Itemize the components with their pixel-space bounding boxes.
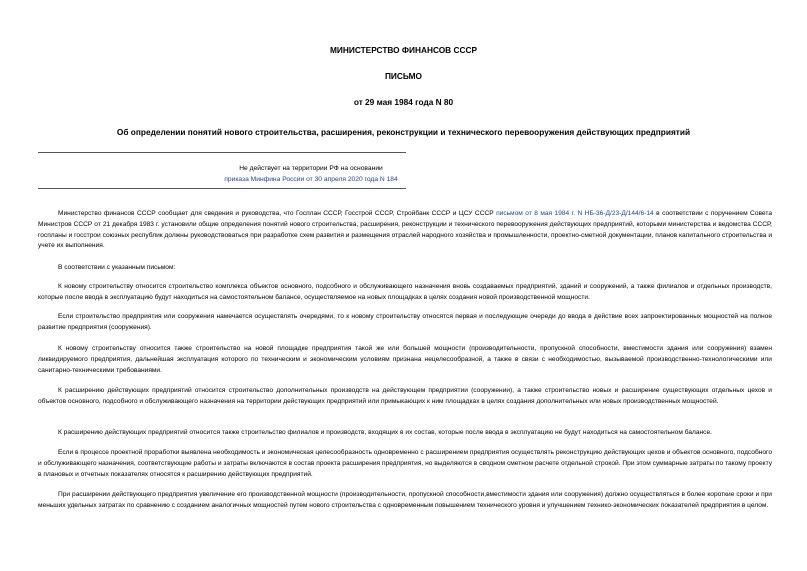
document-date-number: от 29 мая 1984 года N 80 (353, 97, 454, 107)
paragraph-2 (38, 263, 772, 274)
paragraph-3-text: К новому строительству относится строительство комплекса объектов основного, подсобного и обслуживающего назначения вновь создаваемых предприятий, зданий и сооружений, а также филиалов и отдельных производств, которые после ввода в эксплуатацию будут находиться на самостоятельном балансе, осуществляемое на новых площадках в целях создания новой производственной мощности. (38, 283, 772, 301)
paragraph-5-text: К новому строительству относится также строительство на новой площадке предприятия такой же или большей мощности (производительности, пропускной способности, вместимости здания или сооружения) взамен ликвидируемого предприятия, дальнейшая эксплуатация которого по техническим и экономическим условиям признана нецелесообразной, а также в связи с необходимостью, вызываемой производственно-технологическими или санитарно-техническими требованиями. (38, 345, 772, 374)
paragraph-9 (38, 490, 772, 512)
document-title: Об определении понятий нового строительства, расширения, реконструкции и технического перевооружения действующих предприятий (116, 127, 691, 137)
paragraph-3 (38, 282, 772, 304)
notice-text: Не действует на территории РФ на основании (239, 165, 383, 172)
paragraph-1 (38, 209, 772, 252)
paragraph-6 (38, 386, 772, 408)
paragraph-4 (38, 312, 772, 334)
ministry-heading: МИНИСТЕРСТВО ФИНАНСОВ СССР (329, 45, 477, 55)
divider-top (38, 152, 406, 153)
notice-link-wrapper (38, 175, 584, 185)
paragraph-8 (38, 448, 772, 480)
letter-link[interactable]: письмом от 8 мая 1984 г. N НБ-36-Д/23-Д/144/6-14 (496, 210, 654, 217)
paragraph-7 (38, 428, 772, 439)
paragraph-5 (38, 344, 772, 376)
paragraph-2-text: В соответствии с указанным письмом: (58, 264, 176, 271)
paragraph-8-text: Если в процессе проектной проработки выявлена необходимость и экономическая целесообразность одновременно с расширением предприятия осуществлять реконструкцию действующих цехов и объектов основного, подсобного и обслуживающего назначения, соответствующие работы и затраты включаются в состав проекта расширения предприятия, но выделяются в сводном сметном расчете отдельной строкой. При этом суммарные затраты по такому проекту в плановых и отчетных показателях относятся к расширению действующих предприятий. (38, 449, 772, 478)
paragraph-4-text: Если строительство предприятия или сооружения намечается осуществлять очередями, то к новому строительству относятся первая и последующие очереди до ввода в действие всех запроектированных мощностей на полное развитие предприятия (сооружения). (38, 313, 772, 331)
document-type: ПИСЬМО (384, 71, 423, 81)
paragraph-1-end: в соответствии с поручением Совета Министров СССР от 21 декабря 1983 г. установили общие определения понятий нового строительства, расширения, реконструкции и технического перевооружения действующих предприятий, которыми министерства и ведомства СССР, госпланы и госстрои союзных республик должны руководствоваться при разработке схем развития и размещения отраслей народного хозяйства и промышленности, проектно-сметной документации, планов капитального строительства и учете их выполнения. (38, 210, 772, 250)
paragraph-9-text: При расширении действующего предприятия увеличение его производственной мощности (производительности, пропускной способности,вместимости здания или сооружения) должно осуществляться в более короткие сроки и при меньших удельных затратах по сравнению с созданием аналогичных мощностей путем нового строительства с одновременным повышением технического уровня и улучшением технико-экономических показателей предприятия в целом. (38, 491, 772, 509)
notice-link[interactable]: приказа Минфина России от 30 апреля 2020 года N 184 (224, 176, 398, 183)
paragraph-7-text: К расширению действующих предприятий относится также строительство филиалов и производств, входящих в их состав, которые после ввода в эксплуатацию не будут находиться на самостоятельном балансе. (58, 429, 712, 436)
paragraph-6-text: К расширению действующих предприятий относится строительство дополнительных производств на действующем предприятии (сооружении), а также строительство новых и расширение существующих отдельных цехов и объектов основного, подсобного и обслуживающего назначения на территории действующих предприятий или примыкающих к ним площадках в целях создания дополнительных или новых производственных мощностей. (38, 387, 772, 405)
paragraph-1-start: Министерство финансов СССР сообщает для сведения и руководства, что Госплан СССР, Госстрой СССР, Стройбанк СССР и ЦСУ СССР (58, 210, 497, 217)
divider-bottom (38, 188, 406, 189)
